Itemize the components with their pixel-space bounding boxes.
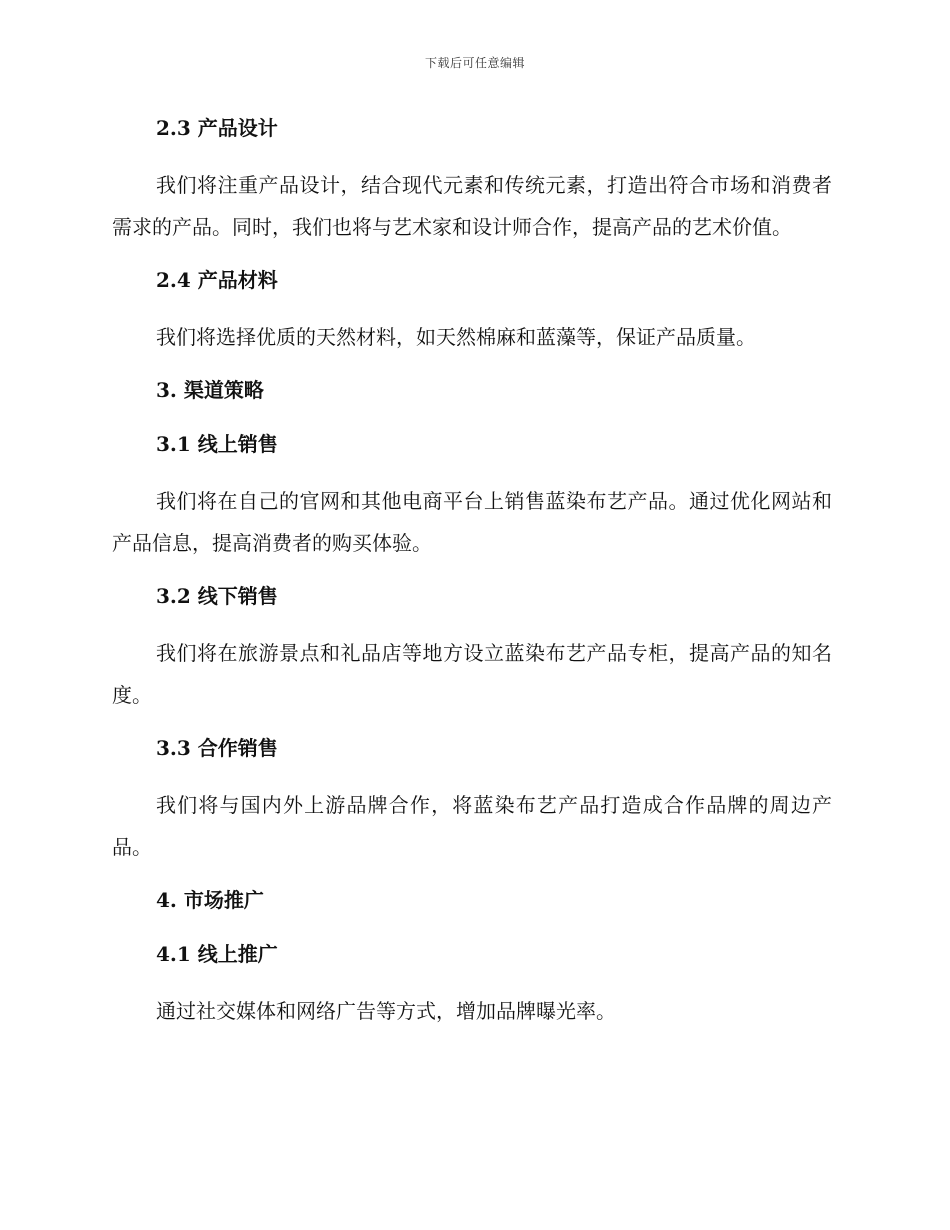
section-heading: 3.1 线上销售	[156, 432, 278, 456]
section-paragraph: 我们将与国内外上游品牌合作，将蓝染布艺产品打造成合作品牌的周边产品。	[112, 793, 832, 859]
section-heading: 3.2 线下销售	[156, 584, 278, 608]
section-heading: 3. 渠道策略	[156, 378, 264, 402]
section-paragraph: 我们将选择优质的天然材料，如天然棉麻和蓝藻等，保证产品质量。	[156, 325, 756, 349]
header-note: 下载后可任意编辑	[424, 56, 525, 70]
section-paragraph: 通过社交媒体和网络广告等方式，增加品牌曝光率。	[156, 999, 616, 1023]
section-heading: 4.1 线上推广	[156, 942, 278, 966]
section-heading: 2.3 产品设计	[156, 116, 278, 140]
section-heading: 3.3 合作销售	[156, 736, 278, 760]
section-heading: 4. 市场推广	[156, 888, 264, 912]
document-body	[112, 110, 832, 1032]
section-paragraph: 我们将在自己的官网和其他电商平台上销售蓝染布艺产品。通过优化网站和产品信息，提高消费者的购买体验。	[112, 489, 832, 555]
section-paragraph: 我们将注重产品设计，结合现代元素和传统元素，打造出符合市场和消费者需求的产品。同时，我们也将与艺术家和设计师合作，提高产品的艺术价值。	[112, 173, 832, 239]
section-heading: 2.4 产品材料	[156, 268, 278, 292]
section-paragraph: 我们将在旅游景点和礼品店等地方设立蓝染布艺产品专柜，提高产品的知名度。	[112, 641, 832, 707]
